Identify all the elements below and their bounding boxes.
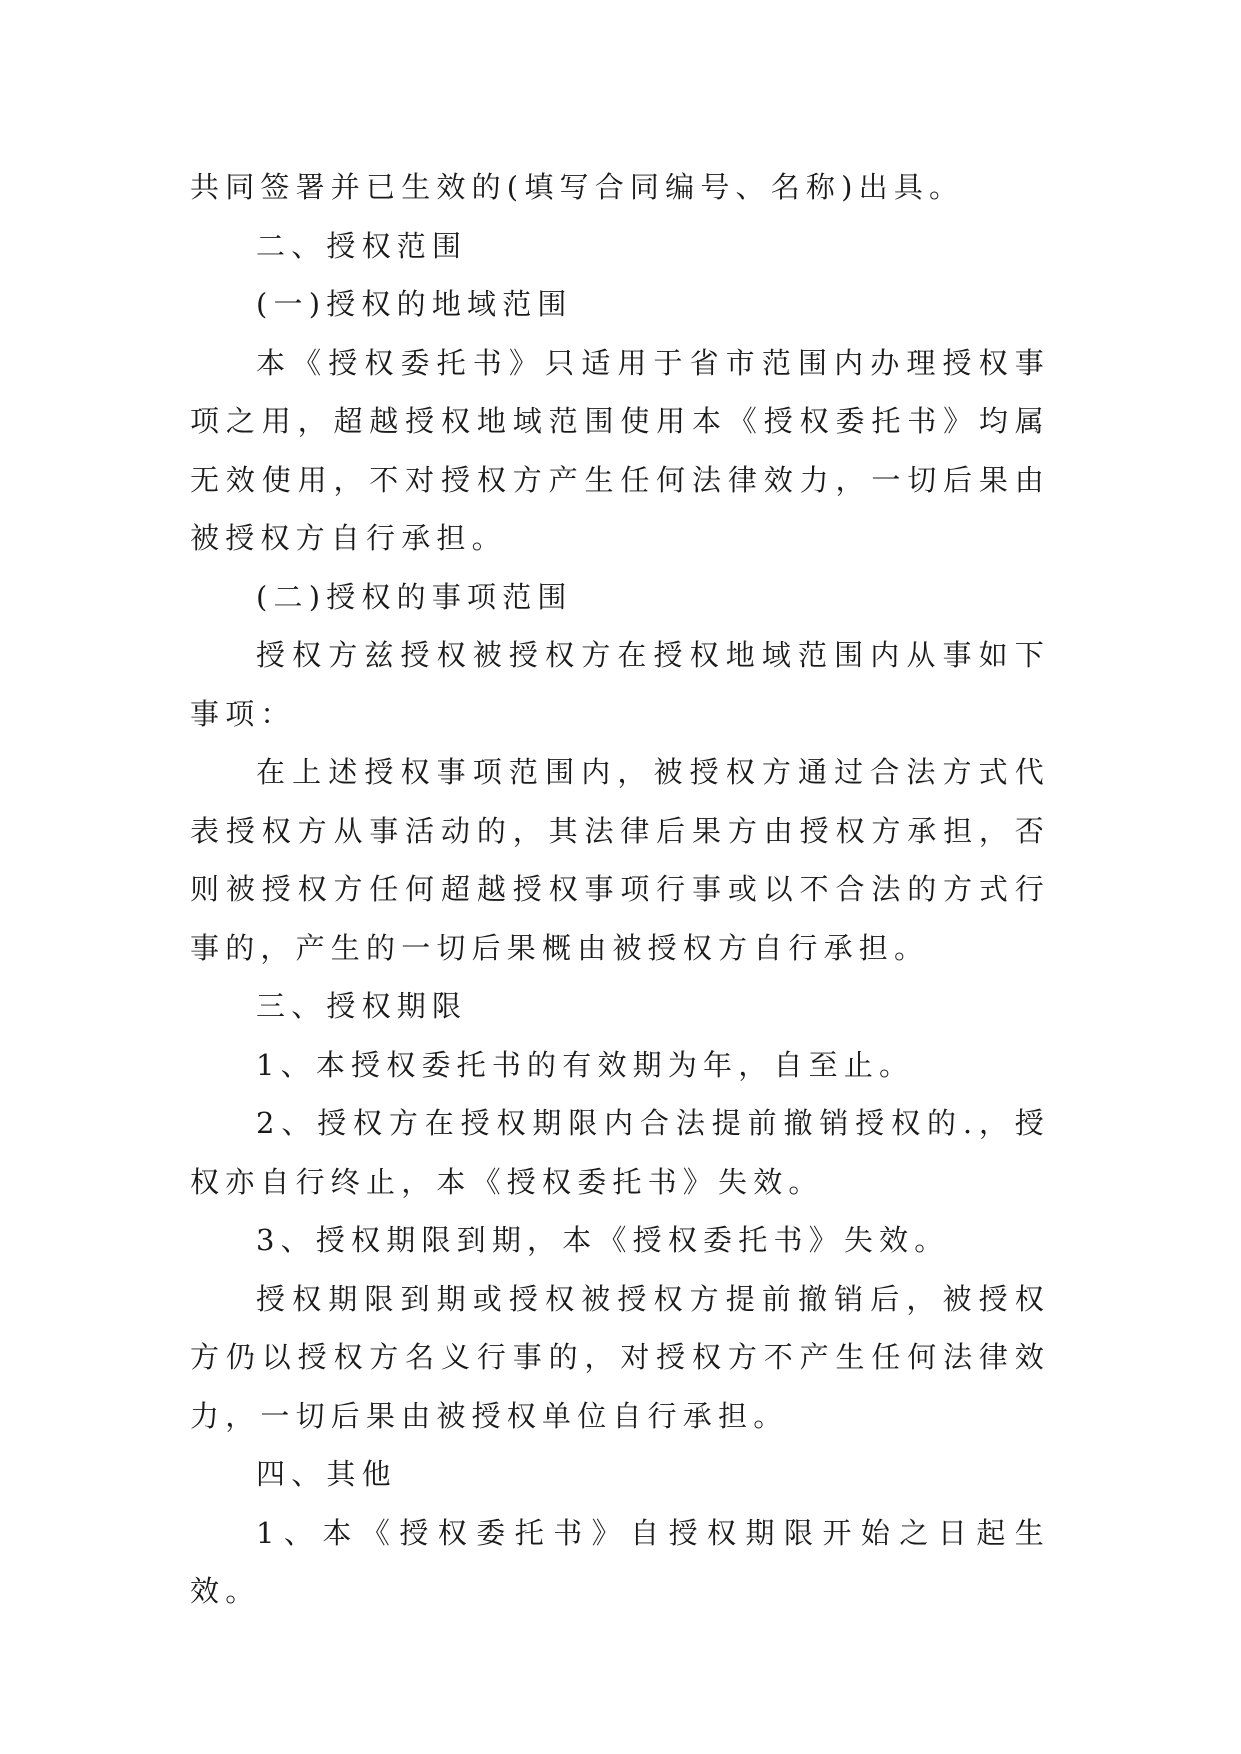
paragraph-term-expiry: 授权期限到期或授权被授权方提前撤销后，被授权方仍以授权方名义行事的，对授权方不产生任何法律效力，一切后果由被授权单位自行承担。 — [190, 1281, 1050, 1433]
paragraph-legal-consequences: 在上述授权事项范围内，被授权方通过合法方式代表授权方从事活动的，其法律后果方由授权方承担，否则被授权方任何超越授权事项行事或以不合法的方式行事的，产生的一切后果概由被授权方自行承担。 — [190, 755, 1050, 965]
other-item-1: 1、本《授权委托书》自授权期限开始之日起生效。 — [190, 1515, 1050, 1608]
subsection-heading-region: (一)授权的地域范围 — [256, 287, 573, 321]
subsection-heading-matters: (二)授权的事项范围 — [256, 579, 573, 614]
paragraph-region-scope: 本《授权委托书》只适用于省市范围内办理授权事项之用，超越授权地域范围使用本《授权委托书》均属无效使用，不对授权方产生任何法律效力，一切后果由被授权方自行承担。 — [190, 345, 1050, 555]
section-heading-other: 四、其他 — [256, 1457, 397, 1491]
document-body — [190, 158, 1050, 1621]
paragraph-matters-intro: 授权方兹授权被授权方在授权地域范围内从事如下事项： — [190, 638, 1050, 731]
term-item-3: 3、授权期限到期，本《授权委托书》失效。 — [256, 1223, 950, 1257]
term-item-1: 1、本授权委托书的有效期为年，自至止。 — [256, 1047, 915, 1082]
section-heading-term: 三、授权期限 — [256, 989, 468, 1023]
section-heading-scope: 二、授权范围 — [256, 228, 468, 263]
paragraph-continuation: 共同签署并已生效的(填写合同编号、名称)出具。 — [190, 170, 965, 204]
term-item-2: 2、授权方在授权期限内合法提前撤销授权的.，授权亦自行终止，本《授权委托书》失效。 — [190, 1106, 1050, 1199]
